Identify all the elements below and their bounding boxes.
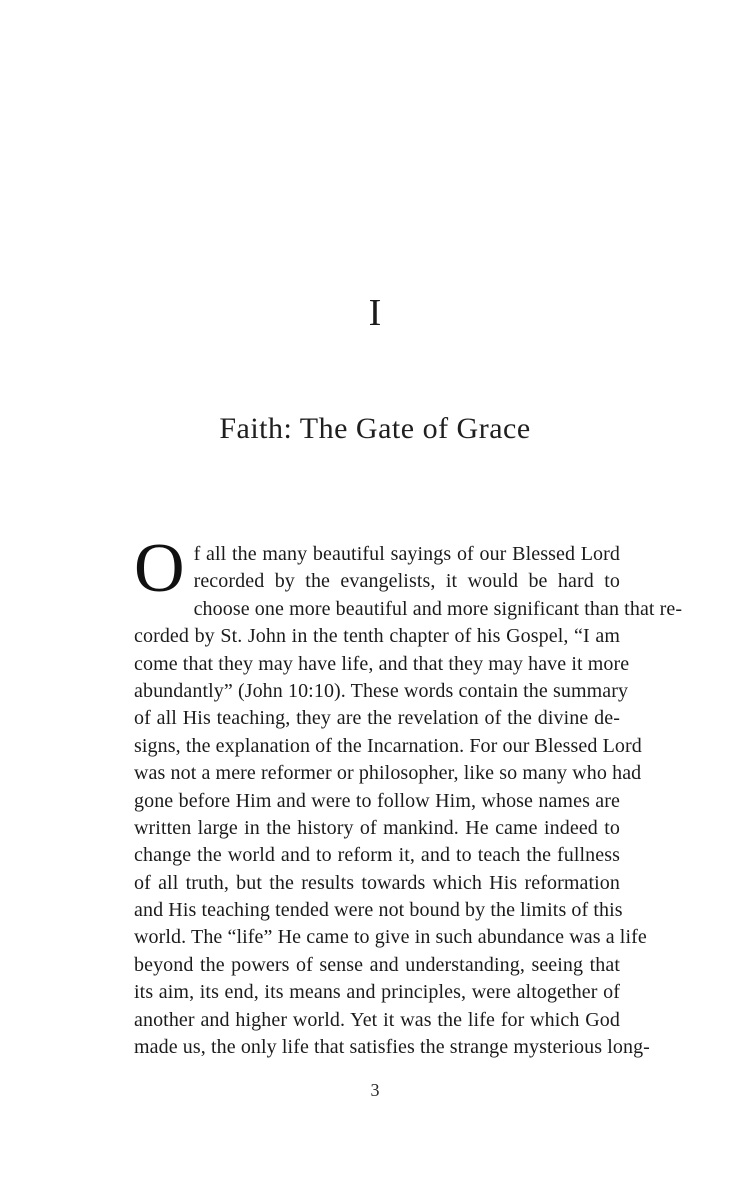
paragraph-line: of all His teaching, they are the revelation of the divine de-	[134, 707, 620, 730]
paragraph-line: another and higher world. Yet it was the life for which God	[134, 1008, 620, 1031]
paragraph-line: recorded by the evangelists, it would be hard to	[193, 570, 620, 593]
paragraph-line: change the world and to reform it, and to teach the fullness	[134, 844, 620, 867]
paragraph-line: made us, the only life that satisfies the strange mysterious long-	[134, 1036, 650, 1059]
paragraph-line: of all truth, but the results towards which His reformation	[134, 871, 620, 894]
paragraph-line: was not a mere reformer or philosopher, like so many who had	[134, 762, 642, 785]
paragraph-line: world. The “life” He came to give in such abundance was a life	[134, 926, 647, 949]
paragraph-lines	[134, 530, 683, 1061]
page-number: 3	[370, 1080, 380, 1100]
drop-cap: O	[134, 530, 185, 607]
paragraph-line: abundantly” (John 10:10). These words contain the summary	[134, 679, 629, 702]
paragraph-line: corded by St. John in the tenth chapter of his Gospel, “I am	[134, 625, 620, 648]
body-text	[134, 530, 683, 1061]
paragraph-line: and His teaching tended were not bound by the limits of this	[134, 899, 623, 922]
paragraph-line: gone before Him and were to follow Him, whose names are	[134, 789, 620, 812]
paragraph-line: beyond the powers of sense and understanding, seeing that	[134, 953, 620, 976]
paragraph-line: signs, the explanation of the Incarnation. For our Blessed Lord	[134, 734, 642, 757]
paragraph-line: its aim, its end, its means and principles, were altogether of	[134, 981, 620, 1004]
chapter-title: Faith: The Gate of Grace	[219, 412, 531, 445]
paragraph-line: f all the many beautiful sayings of our Blessed Lord	[193, 543, 620, 565]
chapter-number: I	[368, 292, 382, 334]
paragraph-line: choose one more beautiful and more significant than that re-	[193, 597, 683, 620]
paragraph-line: written large in the history of mankind. He came indeed to	[134, 816, 620, 839]
paragraph-line: come that they may have life, and that they may have it more	[134, 652, 630, 675]
